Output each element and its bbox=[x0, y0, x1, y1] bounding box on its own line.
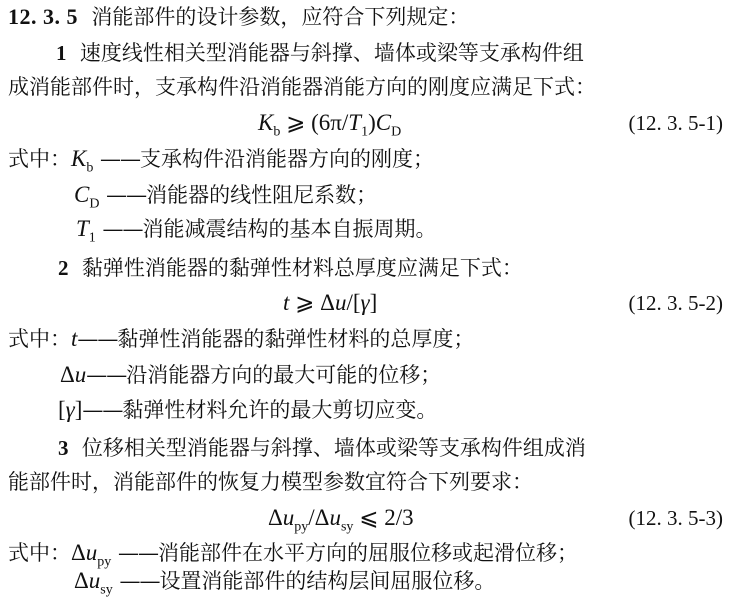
dash: —— bbox=[100, 147, 141, 171]
equation-number-3: (12. 3. 5-3) bbox=[628, 506, 723, 530]
dash: —— bbox=[102, 217, 143, 241]
item-1-number: 1 bbox=[56, 41, 67, 65]
dash: —— bbox=[86, 363, 127, 387]
section-title: 消能部件的设计参数，应符合下列规定： bbox=[91, 5, 470, 29]
equation-number-1: (12. 3. 5-1) bbox=[628, 111, 723, 135]
section-number: 12. 3. 5 bbox=[8, 4, 78, 29]
item-1-text-1: 速度线性相关型消能器与斜撑、墙体或梁等支承构件组 bbox=[79, 41, 584, 65]
def-kb bbox=[8, 144, 434, 184]
item-2-line-1 bbox=[58, 253, 523, 283]
symbol-cd: $C_D$ bbox=[74, 182, 100, 212]
dash: —— bbox=[82, 398, 123, 422]
item-1-line-2 bbox=[8, 72, 596, 102]
dash: —— bbox=[119, 569, 160, 593]
def-t bbox=[8, 324, 474, 354]
def-t1-text: 消能减震结构的基本自振周期。 bbox=[142, 217, 437, 241]
def-delta-u bbox=[60, 360, 441, 390]
def-cd-text: 消能器的线性阻尼系数； bbox=[146, 183, 378, 207]
item-3-text-1: 位移相关型消能器与斜撑、墙体或梁等支承构件组成消 bbox=[81, 436, 586, 460]
item-1-text-2: 成消能部件时，支承构件沿消能器消能方向的刚度应满足下式： bbox=[8, 75, 596, 99]
symbol-kb: $K_b$ bbox=[71, 146, 94, 176]
equation-number-2: (12. 3. 5-2) bbox=[628, 291, 723, 315]
where-label-1: 式中： bbox=[8, 147, 71, 171]
symbol-delta-u: Δu bbox=[60, 362, 87, 387]
item-2-number: 2 bbox=[58, 256, 69, 280]
item-3-line-1 bbox=[58, 433, 586, 463]
equation-12-3-5-1: $K_b$ ⩾ $(6\pi/T_1)C_D$ bbox=[258, 110, 402, 140]
symbol-delta-usy: $\Delta u_{sy}$ bbox=[74, 568, 113, 598]
equation-12-3-5-2: t ⩾ Δu/[γ] bbox=[283, 290, 378, 315]
def-t-text: 黏弹性消能器的黏弹性材料的总厚度； bbox=[117, 327, 475, 351]
def-t1 bbox=[76, 214, 436, 254]
def-delta-usy bbox=[74, 566, 495, 606]
def-delta-upy-text: 消能部件在水平方向的屈服位移或起滑位移； bbox=[157, 541, 578, 565]
def-gamma bbox=[58, 395, 437, 425]
def-kb-text: 支承构件沿消能器方向的刚度； bbox=[140, 147, 435, 171]
equation-12-3-5-3: $\Delta u_{py}/\Delta u_{sy}$ ⩽ 2/3 bbox=[268, 505, 414, 535]
dash: —— bbox=[117, 541, 158, 565]
symbol-t1: $T_1$ bbox=[76, 216, 96, 246]
where-label-3: 式中： bbox=[8, 541, 71, 565]
where-label-2: 式中： bbox=[8, 327, 71, 351]
item-2-text-1: 黏弹性消能器的黏弹性材料总厚度应满足下式： bbox=[81, 256, 523, 280]
def-delta-u-text: 沿消能器方向的最大可能的位移； bbox=[126, 363, 442, 387]
section-heading bbox=[8, 2, 469, 32]
symbol-gamma: [γ] bbox=[58, 397, 83, 422]
symbol-t: t bbox=[71, 326, 78, 351]
item-3-line-2 bbox=[8, 467, 533, 497]
item-3-number: 3 bbox=[58, 436, 69, 460]
def-delta-usy-text: 设置消能部件的结构层间屈服位移。 bbox=[159, 569, 496, 593]
item-3-text-2: 能部件时，消能部件的恢复力模型参数宜符合下列要求： bbox=[8, 470, 533, 494]
item-1-line-1 bbox=[56, 38, 584, 68]
dash: —— bbox=[77, 327, 118, 351]
dash: —— bbox=[106, 183, 147, 207]
symbol-delta-upy: $\Delta u_{py}$ bbox=[71, 540, 112, 570]
def-gamma-text: 黏弹性材料允许的最大剪切应变。 bbox=[122, 398, 438, 422]
